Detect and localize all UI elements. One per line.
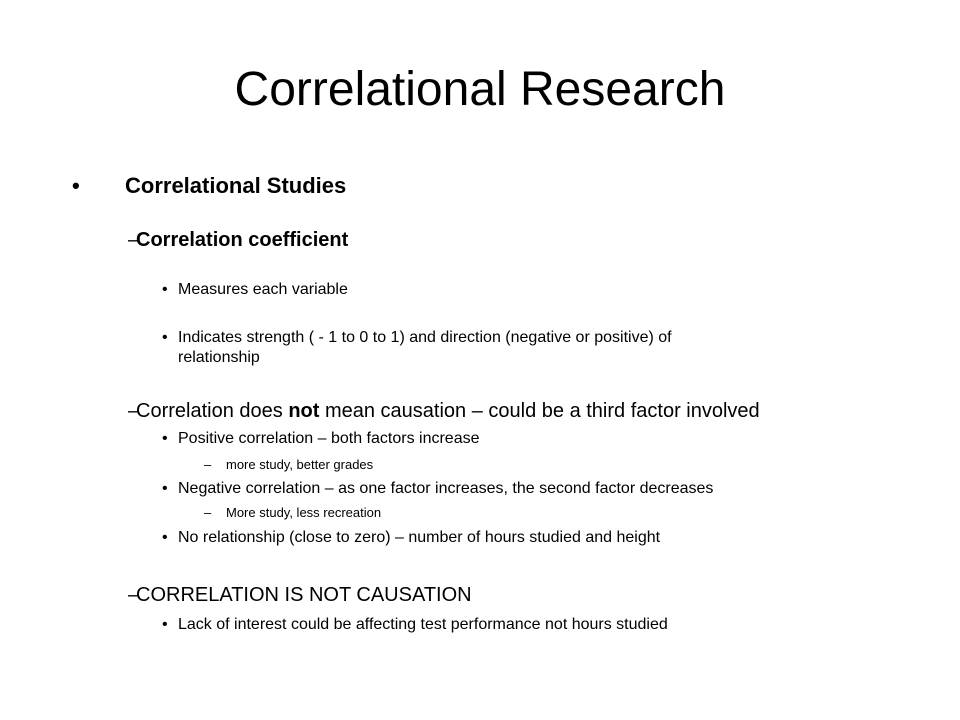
bullet-marker: • bbox=[72, 173, 80, 198]
item-negative-correlation: Negative correlation – as one factor increases, the second factor decreases bbox=[178, 480, 714, 497]
item-indicates-strength: Indicates strength ( - 1 to 0 to 1) and direction (negative or positive) of bbox=[178, 329, 672, 346]
item-negative-example: More study, less recreation bbox=[226, 505, 382, 520]
item-correlational-studies: Correlational Studies bbox=[125, 173, 347, 198]
item-positive-example: more study, better grades bbox=[226, 457, 374, 472]
item-lack-of-interest: Lack of interest could be affecting test performance not hours studied bbox=[178, 616, 668, 633]
item-correlation-is-not-causation: CORRELATION IS NOT CAUSATION bbox=[136, 584, 472, 606]
item-positive-correlation: Positive correlation – both factors increase bbox=[178, 430, 480, 447]
bullet-marker: • bbox=[162, 281, 168, 298]
bullet-marker: • bbox=[162, 430, 168, 447]
dash-marker: – bbox=[128, 400, 140, 422]
item-correlation-coefficient: Correlation coefficient bbox=[136, 229, 349, 251]
dash-marker: – bbox=[128, 584, 140, 606]
dash-marker: – bbox=[128, 229, 140, 251]
dash-marker: – bbox=[204, 505, 212, 520]
item-correlation-not-causation bbox=[136, 398, 760, 424]
bullet-marker: • bbox=[162, 480, 168, 497]
bullet-marker: • bbox=[162, 329, 168, 346]
text-not-emphasis: not bbox=[288, 400, 320, 422]
text-post: mean causation – could be a third factor involved bbox=[319, 400, 760, 422]
bullet-marker: • bbox=[162, 529, 168, 546]
text-pre: Correlation does bbox=[136, 400, 289, 422]
dash-marker: – bbox=[204, 457, 212, 472]
slide-title: Correlational Research bbox=[234, 63, 726, 116]
bullet-marker: • bbox=[162, 616, 168, 633]
item-no-relationship: No relationship (close to zero) – number of hours studied and height bbox=[178, 529, 661, 546]
item-measures-each-variable: Measures each variable bbox=[178, 281, 348, 298]
item-indicates-strength-continued: relationship bbox=[178, 349, 260, 366]
